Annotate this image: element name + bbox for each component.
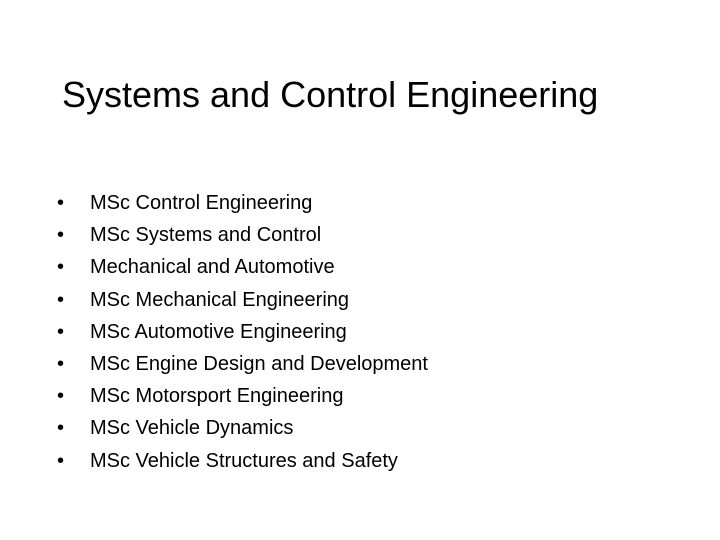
bullet-icon: • [57, 192, 65, 214]
list-item [56, 288, 428, 320]
bullet-icon: • [57, 320, 65, 343]
list-item [56, 255, 428, 287]
bullet-icon: • [57, 417, 65, 440]
list-item [56, 191, 428, 223]
bullet-list [56, 191, 428, 481]
bullet-icon: • [57, 224, 65, 247]
list-item [56, 223, 428, 255]
list-item-text: MSc Mechanical Engineering [90, 288, 350, 311]
slide-title: Systems and Control Engineering [62, 74, 599, 115]
list-item [56, 320, 428, 352]
bullet-icon: • [57, 288, 65, 311]
list-item-text: MSc Systems and Control [90, 224, 322, 247]
bullet-icon: • [57, 385, 65, 408]
list-item-text: MSc Motorsport Engineering [90, 385, 344, 408]
list-item-text: MSc Control Engineering [90, 192, 313, 214]
bullet-icon: • [57, 352, 65, 375]
list-item-text: MSc Vehicle Dynamics [90, 417, 294, 440]
list-item [56, 449, 428, 481]
bullet-icon: • [57, 256, 65, 279]
list-item-text: Mechanical and Automotive [90, 256, 335, 279]
list-item-text: MSc Vehicle Structures and Safety [90, 449, 398, 472]
list-item-text: MSc Engine Design and Development [90, 352, 428, 375]
list-item [56, 384, 428, 416]
bullet-icon: • [57, 449, 65, 472]
list-item-text: MSc Automotive Engineering [90, 320, 347, 343]
list-item [56, 416, 428, 448]
list-item [56, 352, 428, 384]
